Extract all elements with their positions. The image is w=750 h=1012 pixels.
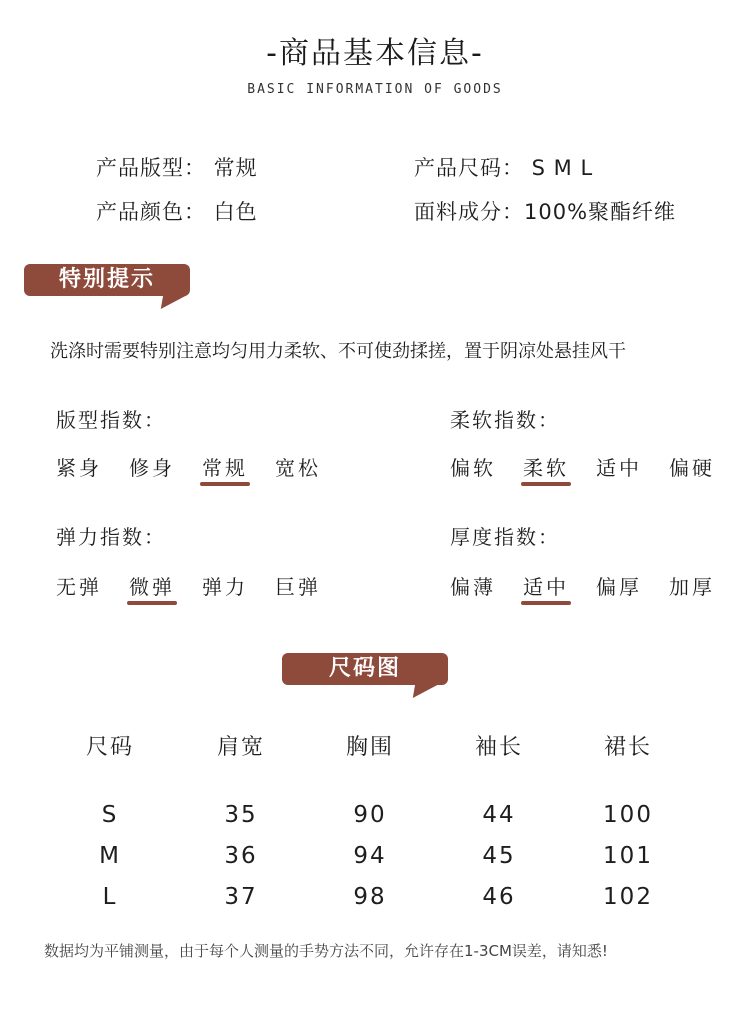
table-cell: 37: [224, 884, 258, 910]
table-cell: 90: [353, 802, 387, 828]
table-cell: S: [101, 802, 119, 828]
table-cell: L: [102, 884, 118, 910]
softness-option: 偏软: [450, 456, 496, 480]
header-cell: 胸围: [345, 735, 394, 760]
measurement-footnote: 数据均为平铺测量，由于每个人测量的手势方法不同，允许存在1-3CM误差，请知悉!: [44, 942, 608, 960]
header-cell: 裙长: [603, 735, 652, 760]
thickness-index-options: [450, 571, 742, 600]
banner-tail: [413, 684, 439, 698]
fit-option-selected: 常规: [202, 452, 275, 481]
fit-option: 宽松: [275, 456, 321, 480]
fit-option: 紧身: [56, 456, 102, 480]
thickness-option: 偏厚: [596, 575, 642, 599]
table-cell: 101: [603, 843, 653, 869]
fit-index-options: [56, 452, 348, 481]
special-notice-label: 特别提示: [58, 267, 155, 292]
elasticity-option: 弹力: [202, 575, 248, 599]
softness-index-options: [450, 452, 742, 481]
care-notice: 洗涤时需要特别注意均匀用力柔软、不可使劲揉搓，置于阴凉处悬挂风干: [50, 341, 626, 362]
table-cell: 35: [224, 802, 258, 828]
elasticity-option-selected: 微弹: [129, 571, 202, 600]
table-cell: 46: [482, 884, 516, 910]
table-cell: 44: [482, 802, 516, 828]
softness-option: 适中: [596, 456, 642, 480]
table-cell: 45: [482, 843, 516, 869]
softness-index-title: 柔软指数：: [450, 408, 560, 432]
table-cell: 100: [603, 802, 653, 828]
fit-index-title: 版型指数：: [56, 408, 166, 432]
size-table-header: [70, 730, 690, 802]
elasticity-option: 无弹: [56, 575, 102, 599]
header-cell: 肩宽: [216, 735, 265, 760]
softness-option: 偏硬: [669, 456, 715, 480]
page-subtitle: BASIC INFORMATION OF GOODS: [247, 82, 503, 97]
elasticity-index-title: 弹力指数：: [56, 525, 166, 549]
table-cell: 102: [603, 884, 653, 910]
table-row: [70, 843, 690, 884]
table-cell: M: [99, 843, 121, 869]
special-notice-banner: [24, 264, 190, 296]
info-color: 产品颜色： 白色: [96, 200, 258, 224]
thickness-option-selected: 适中: [523, 571, 596, 600]
softness-option-selected: 柔软: [523, 452, 596, 481]
thickness-index-title: 厚度指数：: [450, 525, 560, 549]
info-size: 产品尺码： S M L: [414, 156, 594, 180]
table-cell: 94: [353, 843, 387, 869]
table-row: [70, 884, 690, 925]
info-fabric: 面料成分：100%聚酯纤维: [414, 200, 677, 224]
size-table: [70, 730, 690, 925]
table-cell: 36: [224, 843, 258, 869]
size-chart-label: 尺码图: [328, 656, 401, 681]
elasticity-option: 巨弹: [275, 575, 321, 599]
thickness-option: 偏薄: [450, 575, 496, 599]
header-cell: 尺码: [85, 735, 134, 760]
fit-option: 修身: [129, 456, 175, 480]
elasticity-index-options: [56, 571, 348, 600]
page-title: -商品基本信息-: [266, 36, 484, 71]
header-cell: 袖长: [474, 735, 523, 760]
banner-tail: [161, 295, 187, 309]
size-chart-banner: [282, 653, 448, 685]
thickness-option: 加厚: [669, 575, 715, 599]
info-fit: 产品版型： 常规: [96, 156, 258, 180]
table-row: [70, 802, 690, 843]
table-cell: 98: [353, 884, 387, 910]
